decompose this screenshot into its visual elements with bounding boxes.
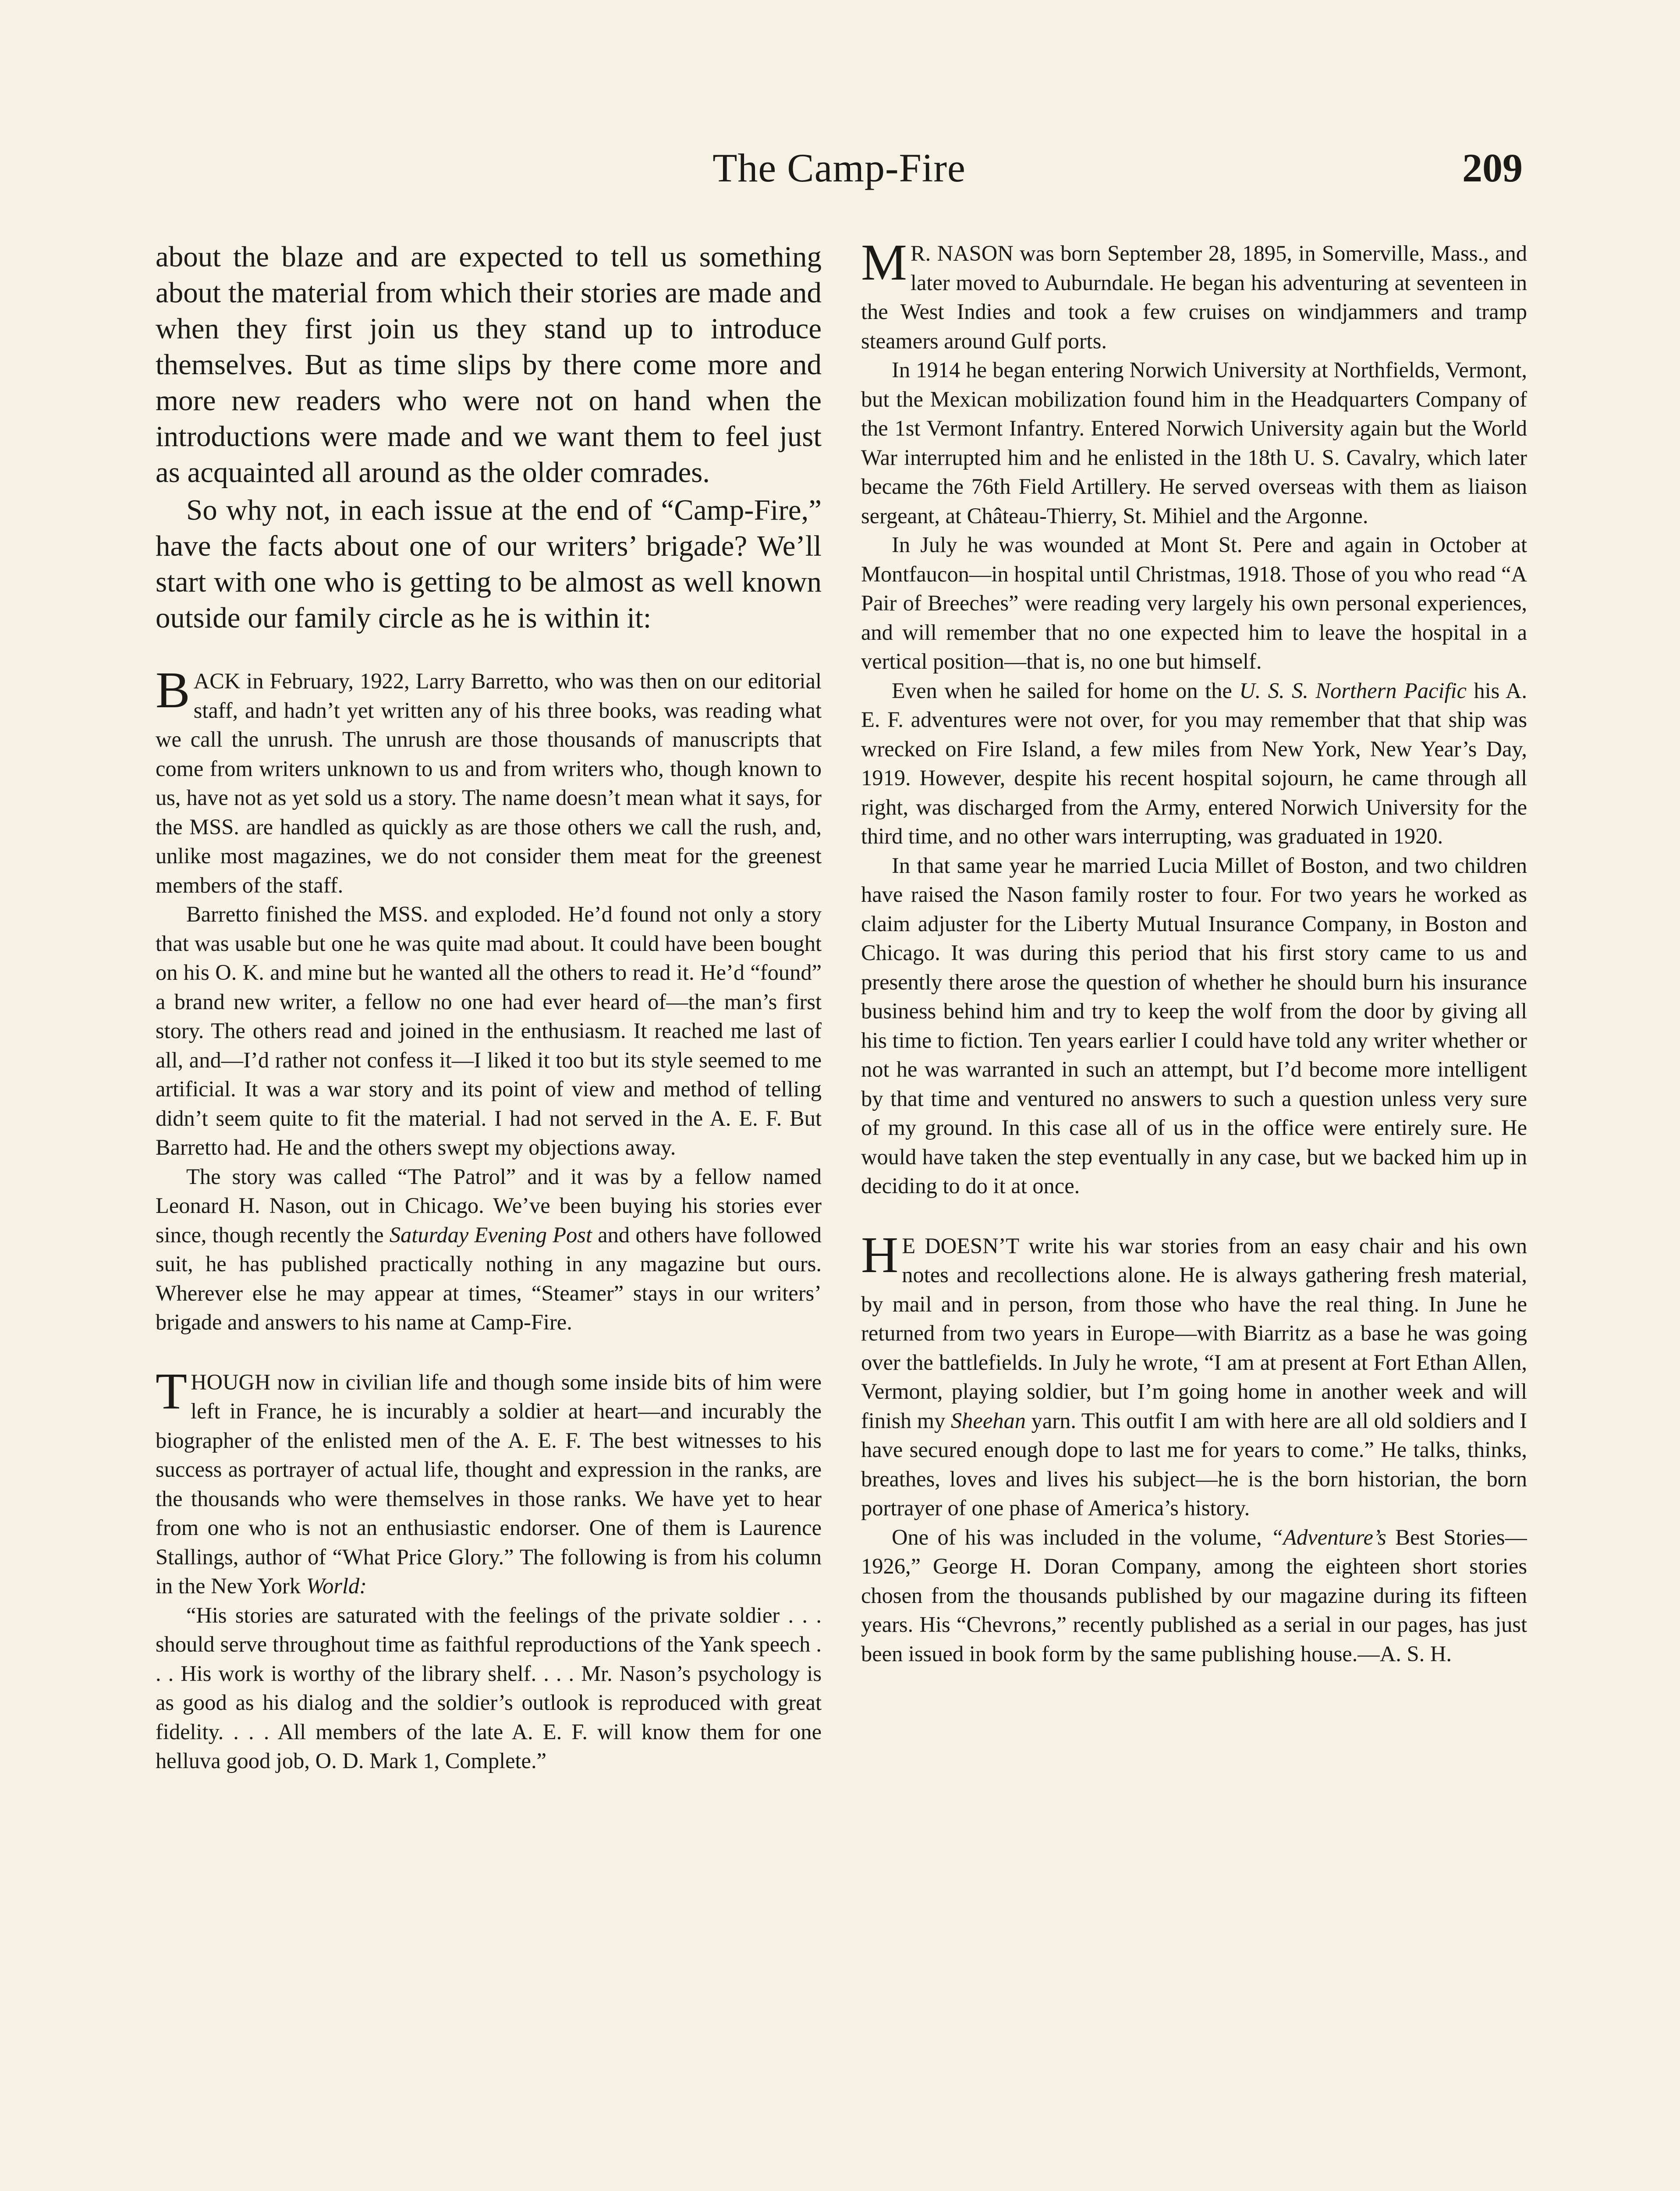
paragraph-text: yarn. This outfit I am with here are all old soldiers and I have secured enough dope to last me for years to come.” He talks, thinks, breathes, loves and lives his subject—he is the born historian, the born portrayer of one phase of America’s history. [861, 1408, 1527, 1520]
page-header [156, 145, 1523, 206]
section-mr-nason [861, 239, 1527, 1201]
section-back-in-1922 [156, 661, 822, 1337]
paragraph-text: in February, 1922, Larry Barretto, who was then on our editorial staff, and hadn’t yet written any of his three books, was reading what we call the unrush. The unrush are those thousands of manuscripts that come from writers unknown to us and from writers who, though known to us, have not as yet sold us a story. The name doesn’t mean what it says, for the MSS. are handled as quickly as are those others we call the rush, and, unlike most magazines, we do not consider them meat for the greenest members of the staff. [156, 669, 822, 897]
italic-title: Saturday Evening Post [389, 1222, 592, 1247]
lead-word: ACK [193, 669, 241, 693]
paragraph-text: his A. E. F. adventures were not over, for you may remember that that ship was wrecked on Fire Island, a few miles from New York, New Year’s Day, 1919. However, despite his recent hospital sojourn, he came through all right, was discharged from the Army, entered Norwich University for the third time, and no other wars interrupting, was graduated in 1920. [861, 678, 1527, 848]
section-paragraph [156, 1162, 822, 1337]
running-title: The Camp-Fire [712, 145, 966, 190]
drop-cap: H [861, 1226, 899, 1283]
right-column [861, 239, 1527, 2191]
section-paragraph: In July he was wounded at Mont St. Pere and again in October at Montfaucon—in hospital until Christmas, 1918. Those of you who read “A Pair of Breeches” were reading very largely his own personal experiences, and will remember that no one expected him to leave the hospital in a vertical position—that is, no one but himself. [861, 532, 1527, 674]
section-paragraph: Barretto finished the MSS. and exploded. He’d found not only a story that was usable but one he was quite mad about. It could have been bought on his O. K. and mine but he wanted all the others to read it. He’d “found” a brand new writer, a fellow no one had ever heard of—the man’s first story. The others read and joined in the enthusiasm. It reached me last of all, and—I’d rather not confess it—I liked it too but its style seemed to me artificial. It was a war story and its point of view and method of telling didn’t seem quite to fit the material. I had not served in the A. E. F. But Barretto had. He and the others swept my objections away. [156, 902, 822, 1159]
paragraph-text: and others have followed suit, he has published practically nothing in any magazine but ours. Wherever else he may appear at times, “Steamer” stays in our writers’ brigade and answers to his name at Camp-Fire. [156, 1222, 822, 1334]
page-number: 209 [1462, 145, 1523, 190]
section-paragraph [861, 1226, 1527, 1523]
quotation-paragraph: “His stories are saturated with the feelings of the private soldier . . . should serve throughout time as faithful reproductions of the Yank speech . . . His work is worthy of the library shelf. . . . Mr. Nason’s psychology is as good as his dialog and the soldier’s outlook is reproduced with great fidelity. . . . All members of the late A. E. F. will know them for one helluva good job, O. D. Mark 1, Complete.” [156, 1602, 822, 1773]
section-though-now [156, 1362, 822, 1776]
paragraph-text: The story was called “The Patrol” and it was by a fellow named Leonard H. Nason, out in Chicago. We’ve been buying his stories ever since, though recently the [156, 1164, 822, 1247]
intro-paragraph: So why not, in each issue at the end of “Camp-Fire,” have the facts about one of our writers’ brigade? We’ll start with one who is getting to be almost as well known outside our family circle as he is within it: [156, 494, 822, 634]
lead-word: R. NASON [910, 241, 1014, 266]
left-column [156, 239, 822, 2191]
section-paragraph: In that same year he married Lucia Millet of Boston, and two children have raised the Nason family roster to four. For two years he worked as claim adjuster for the Liberty Mutual Insurance Company, in Boston and Chicago. It was during this period that his first story came to us and presently there arose the question of whether he should burn his insurance business behind him and try to keep the wolf from the door by giving all his time to fiction. Ten years earlier I could have told any writer whether or not he was warranted in such an attempt, but I’d become more intelligent by that time and ventured no answers to such a question unless very sure of my ground. In this case all of us in the office were entirely sure. He would have taken the step eventually in any case, but we backed him up in deciding to do it at once. [861, 853, 1527, 1198]
section-paragraph: In 1914 he began entering Norwich University at Northfields, Vermont, but the Mexican mobilization found him in the Headquarters Company of the 1st Vermont Infantry. Entered Norwich University again but the World War interrupted him and he enlisted in the 18th U. S. Cavalry, which later became the 76th Field Artillery. He served overseas with them as liaison sergeant, at Château-Thierry, St. Mihiel and the Argonne. [861, 358, 1527, 528]
paragraph-text: One of his was included in the volume, [892, 1524, 1271, 1549]
intro-section [156, 239, 822, 636]
italic-title: “Adventure’s [1271, 1524, 1386, 1549]
lead-word: E DOESN’T [902, 1233, 1020, 1258]
paragraph-text: Best Stories—1926,” George H. Doran Company, among the eighteen short stories chosen from the thousands published by our magazine during its fifteen years. His “Chevrons,” recently published as a serial in our pages, has just been issued in book form by the same publishing house.—A. S. H. [861, 1524, 1527, 1666]
italic-title: Sheehan [950, 1408, 1026, 1433]
paragraph-text: was born September 28, 1895, in Somerville, Mass., and later moved to Auburndale. He began his adventuring at seventeen in the West Indies and took a few cruises on windjammers and tramp steamers around Gulf ports. [861, 241, 1527, 353]
paragraph-text: Even when he sailed for home on the [892, 678, 1240, 703]
italic-ship-name: U. S. S. Northern Pacific [1239, 678, 1467, 703]
section-he-doesnt [861, 1226, 1527, 1669]
section-paragraph [861, 1523, 1527, 1669]
section-paragraph [861, 239, 1527, 355]
drop-cap: T [156, 1362, 188, 1420]
drop-cap: M [861, 239, 907, 291]
section-paragraph [861, 676, 1527, 851]
italic-title: World: [306, 1574, 367, 1598]
section-paragraph [156, 1362, 822, 1601]
paragraph-text: now in civilian life and though some inside bits of him were left in France, he is incurably a soldier at heart—and incurably the biographer of the enlisted men of the A. E. F. The best witnesses to his success as portrayer of actual life, thought and expression in the ranks, are the thousands who were themselves in those ranks. We have yet to hear from one who is not an enthusiastic endorser. One of them is Laurence Stallings, author of “What Price Glory.” The following is from his column in the New York [156, 1369, 822, 1598]
lead-word: HOUGH [191, 1369, 271, 1394]
paragraph-text: write his war stories from an easy chair and his own notes and recollections alone. He is always gathering fresh material, by mail and in person, from those who have the real thing. In June he returned from two years in Europe—with Biarritz as a base he was going over the battlefields. In July he wrote, “I am at present at Fort Ethan Allen, Vermont, playing soldier, but I’m going home in another week and will finish my [861, 1233, 1527, 1433]
intro-paragraph: about the blaze and are expected to tell us something about the material from which their stories are made and when they first join us they stand up to introduce themselves. But as time slips by there come more and more new readers who were not on hand when the introductions were made and we want them to feel just as acquainted all around as the older comrades. [156, 241, 822, 489]
section-paragraph [156, 661, 822, 900]
drop-cap: B [156, 661, 190, 719]
